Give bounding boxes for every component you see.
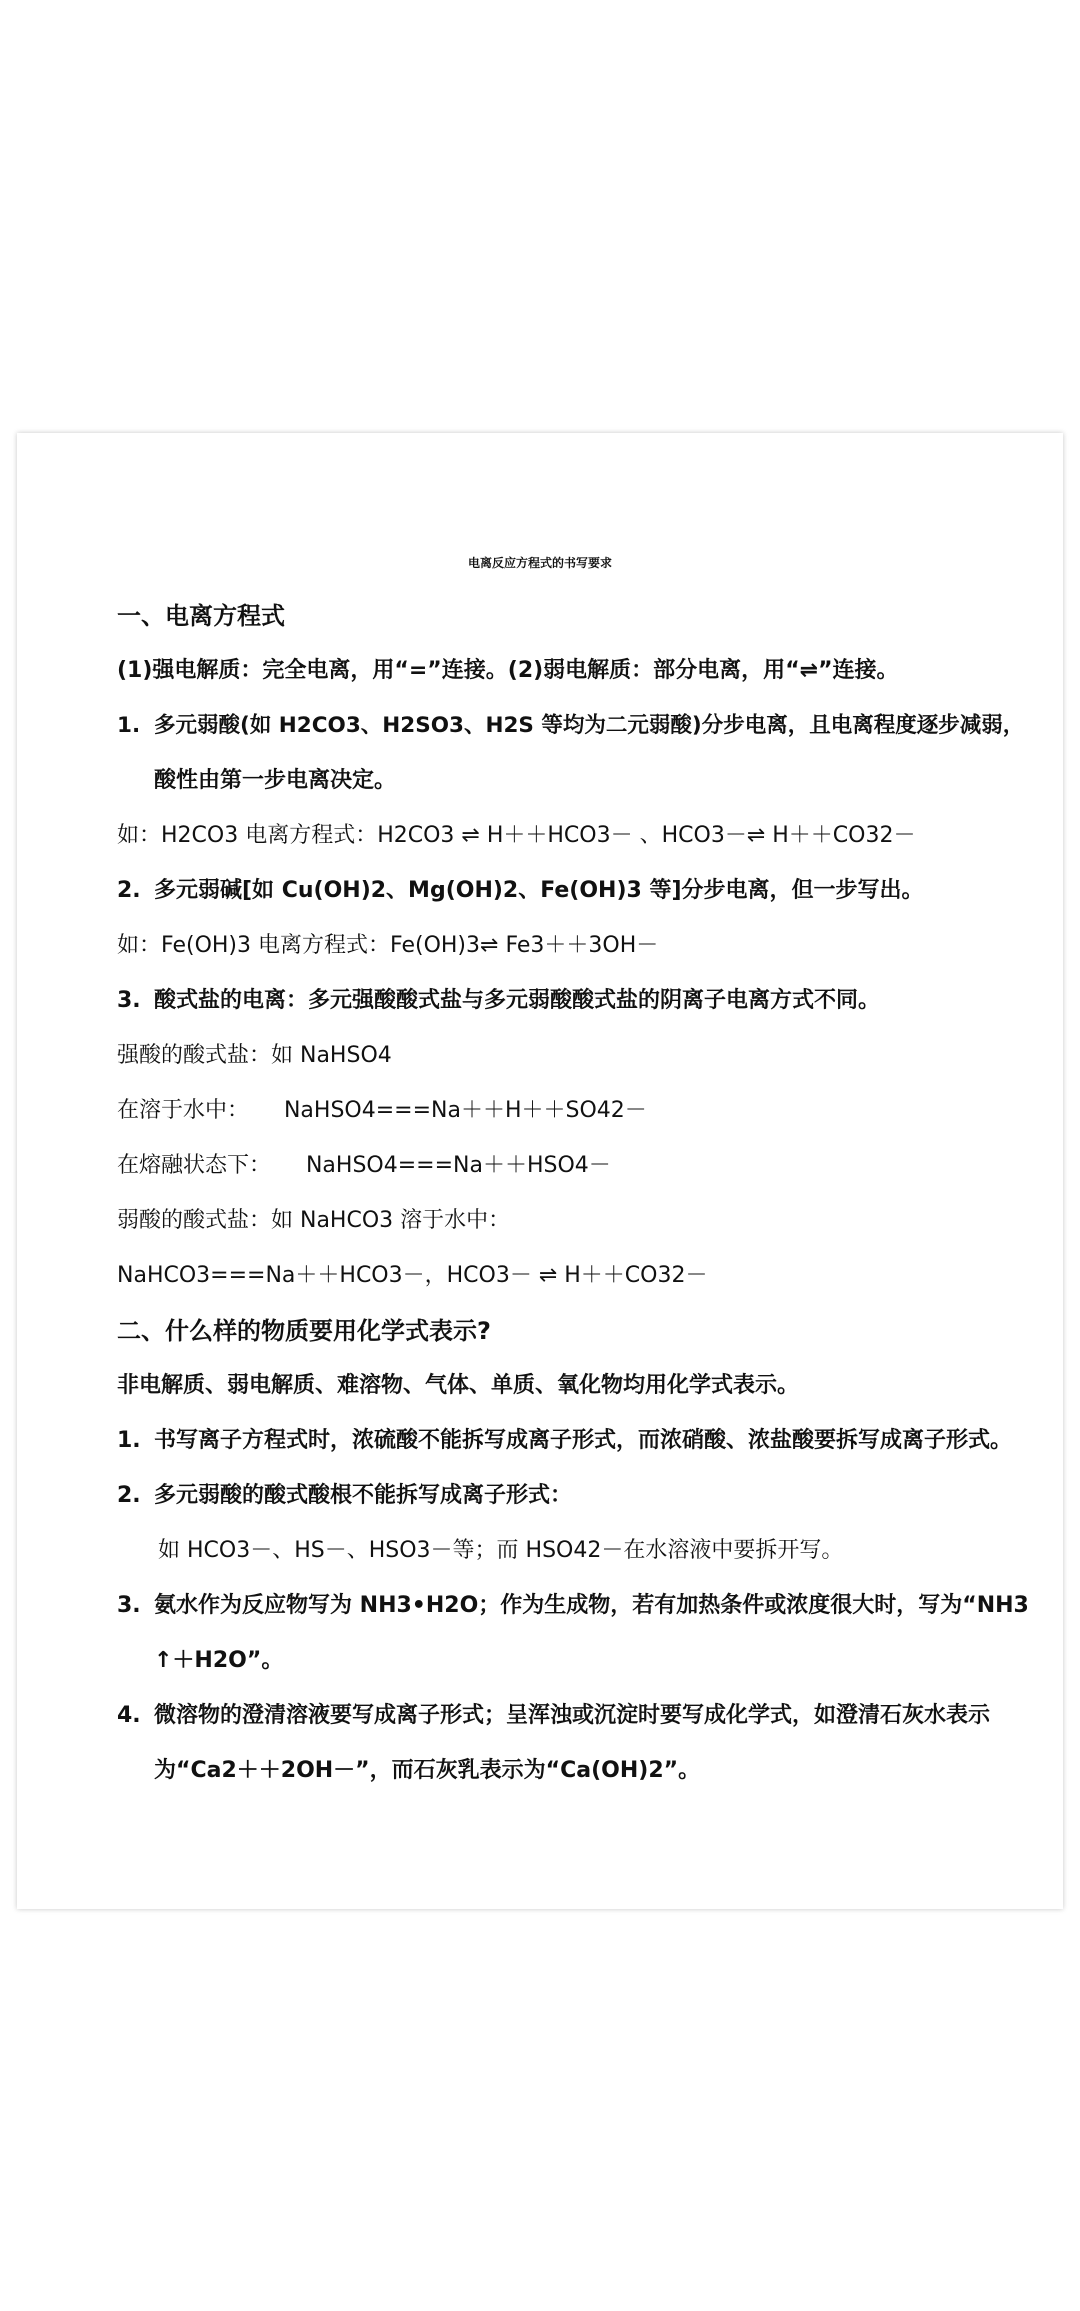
- example-h2co3: 如：H2CO3 电离方程式：H2CO3 ⇌ H＋＋HCO3－ 、HCO3－⇌ H＋＋CO32－: [117, 823, 916, 848]
- item-text: 多元弱酸(如 H2CO3、H2SO3、H2S 等均为二元弱酸)分步电离，且电离程度逐步减弱，: [154, 713, 1025, 738]
- section2-item1: [117, 1426, 1013, 1456]
- section2-heading: 二、什么样的物质要用化学式表示?: [117, 1317, 491, 1345]
- document-page: [17, 433, 1063, 1909]
- weak-acid-salt: 弱酸的酸式盐：如 NaHCO3 溶于水中：: [117, 1208, 511, 1233]
- section2-item2: [117, 1481, 973, 1511]
- section2-item3-cont: ↑＋H2O”。: [154, 1648, 284, 1673]
- section1-item3: [117, 986, 973, 1016]
- in-water-equation: 在溶于水中： NaHSO4===Na＋＋H＋＋SO42－: [117, 1098, 647, 1123]
- item-text: 多元弱碱[如 Cu(OH)2、Mg(OH)2、Fe(OH)3 等]分步电离，但一步写出。: [154, 878, 924, 903]
- item-text: 氨水作为反应物写为 NH3•H2O；作为生成物，若有加热条件或浓度很大时，写为“NH3: [154, 1593, 1029, 1618]
- section1-item1-cont: 酸性由第一步电离决定。: [154, 768, 397, 793]
- item-number: 3.: [117, 988, 141, 1013]
- item-number: 3.: [117, 1593, 141, 1618]
- section1-heading: 一、电离方程式: [117, 602, 285, 630]
- item-number: 4.: [117, 1703, 141, 1728]
- section2-intro: 非电解质、弱电解质、难溶物、气体、单质、氧化物均用化学式表示。: [117, 1373, 800, 1398]
- molten-equation: 在熔融状态下： NaHSO4===Na＋＋HSO4－: [117, 1153, 611, 1178]
- section1-item2: [117, 876, 973, 906]
- nahco3-equation: NaHCO3===Na＋＋HCO3－，HCO3－ ⇌ H＋＋CO32－: [117, 1263, 708, 1288]
- section2-item4: [117, 1701, 991, 1731]
- item-number: 2.: [117, 878, 141, 903]
- strong-acid-salt: 强酸的酸式盐：如 NaHSO4: [117, 1043, 392, 1068]
- section1-intro: (1)强电解质：完全电离，用“=”连接。(2)弱电解质：部分电离，用“⇌”连接。: [117, 658, 899, 683]
- item-number: 2.: [117, 1483, 141, 1508]
- item-text: 多元弱酸的酸式酸根不能拆写成离子形式：: [154, 1483, 573, 1508]
- section2-item3: [117, 1591, 1029, 1621]
- section2-item2-example: 如 HCO3－、HS－、HSO3－等；而 HSO42－在水溶液中要拆开写。: [158, 1538, 844, 1563]
- example-feoh3: 如：Fe(OH)3 电离方程式：Fe(OH)3⇌ Fe3＋＋3OH－: [117, 933, 659, 958]
- section1-item1: [117, 711, 1025, 741]
- item-text: 酸式盐的电离：多元强酸酸式盐与多元弱酸酸式盐的阴离子电离方式不同。: [154, 988, 881, 1013]
- item-number: 1.: [117, 1428, 141, 1453]
- item-text: 书写离子方程式时，浓硫酸不能拆写成离子形式，而浓硝酸、浓盐酸要拆写成离子形式。: [154, 1428, 1013, 1453]
- item-text: 微溶物的澄清溶液要写成离子形式；呈浑浊或沉淀时要写成化学式，如澄清石灰水表示: [154, 1703, 991, 1728]
- item-number: 1.: [117, 713, 141, 738]
- document-title: 电离反应方程式的书写要求: [467, 556, 612, 570]
- section2-item4-cont: 为“Ca2＋＋2OH－”，而石灰乳表示为“Ca(OH)2”。: [154, 1758, 701, 1783]
